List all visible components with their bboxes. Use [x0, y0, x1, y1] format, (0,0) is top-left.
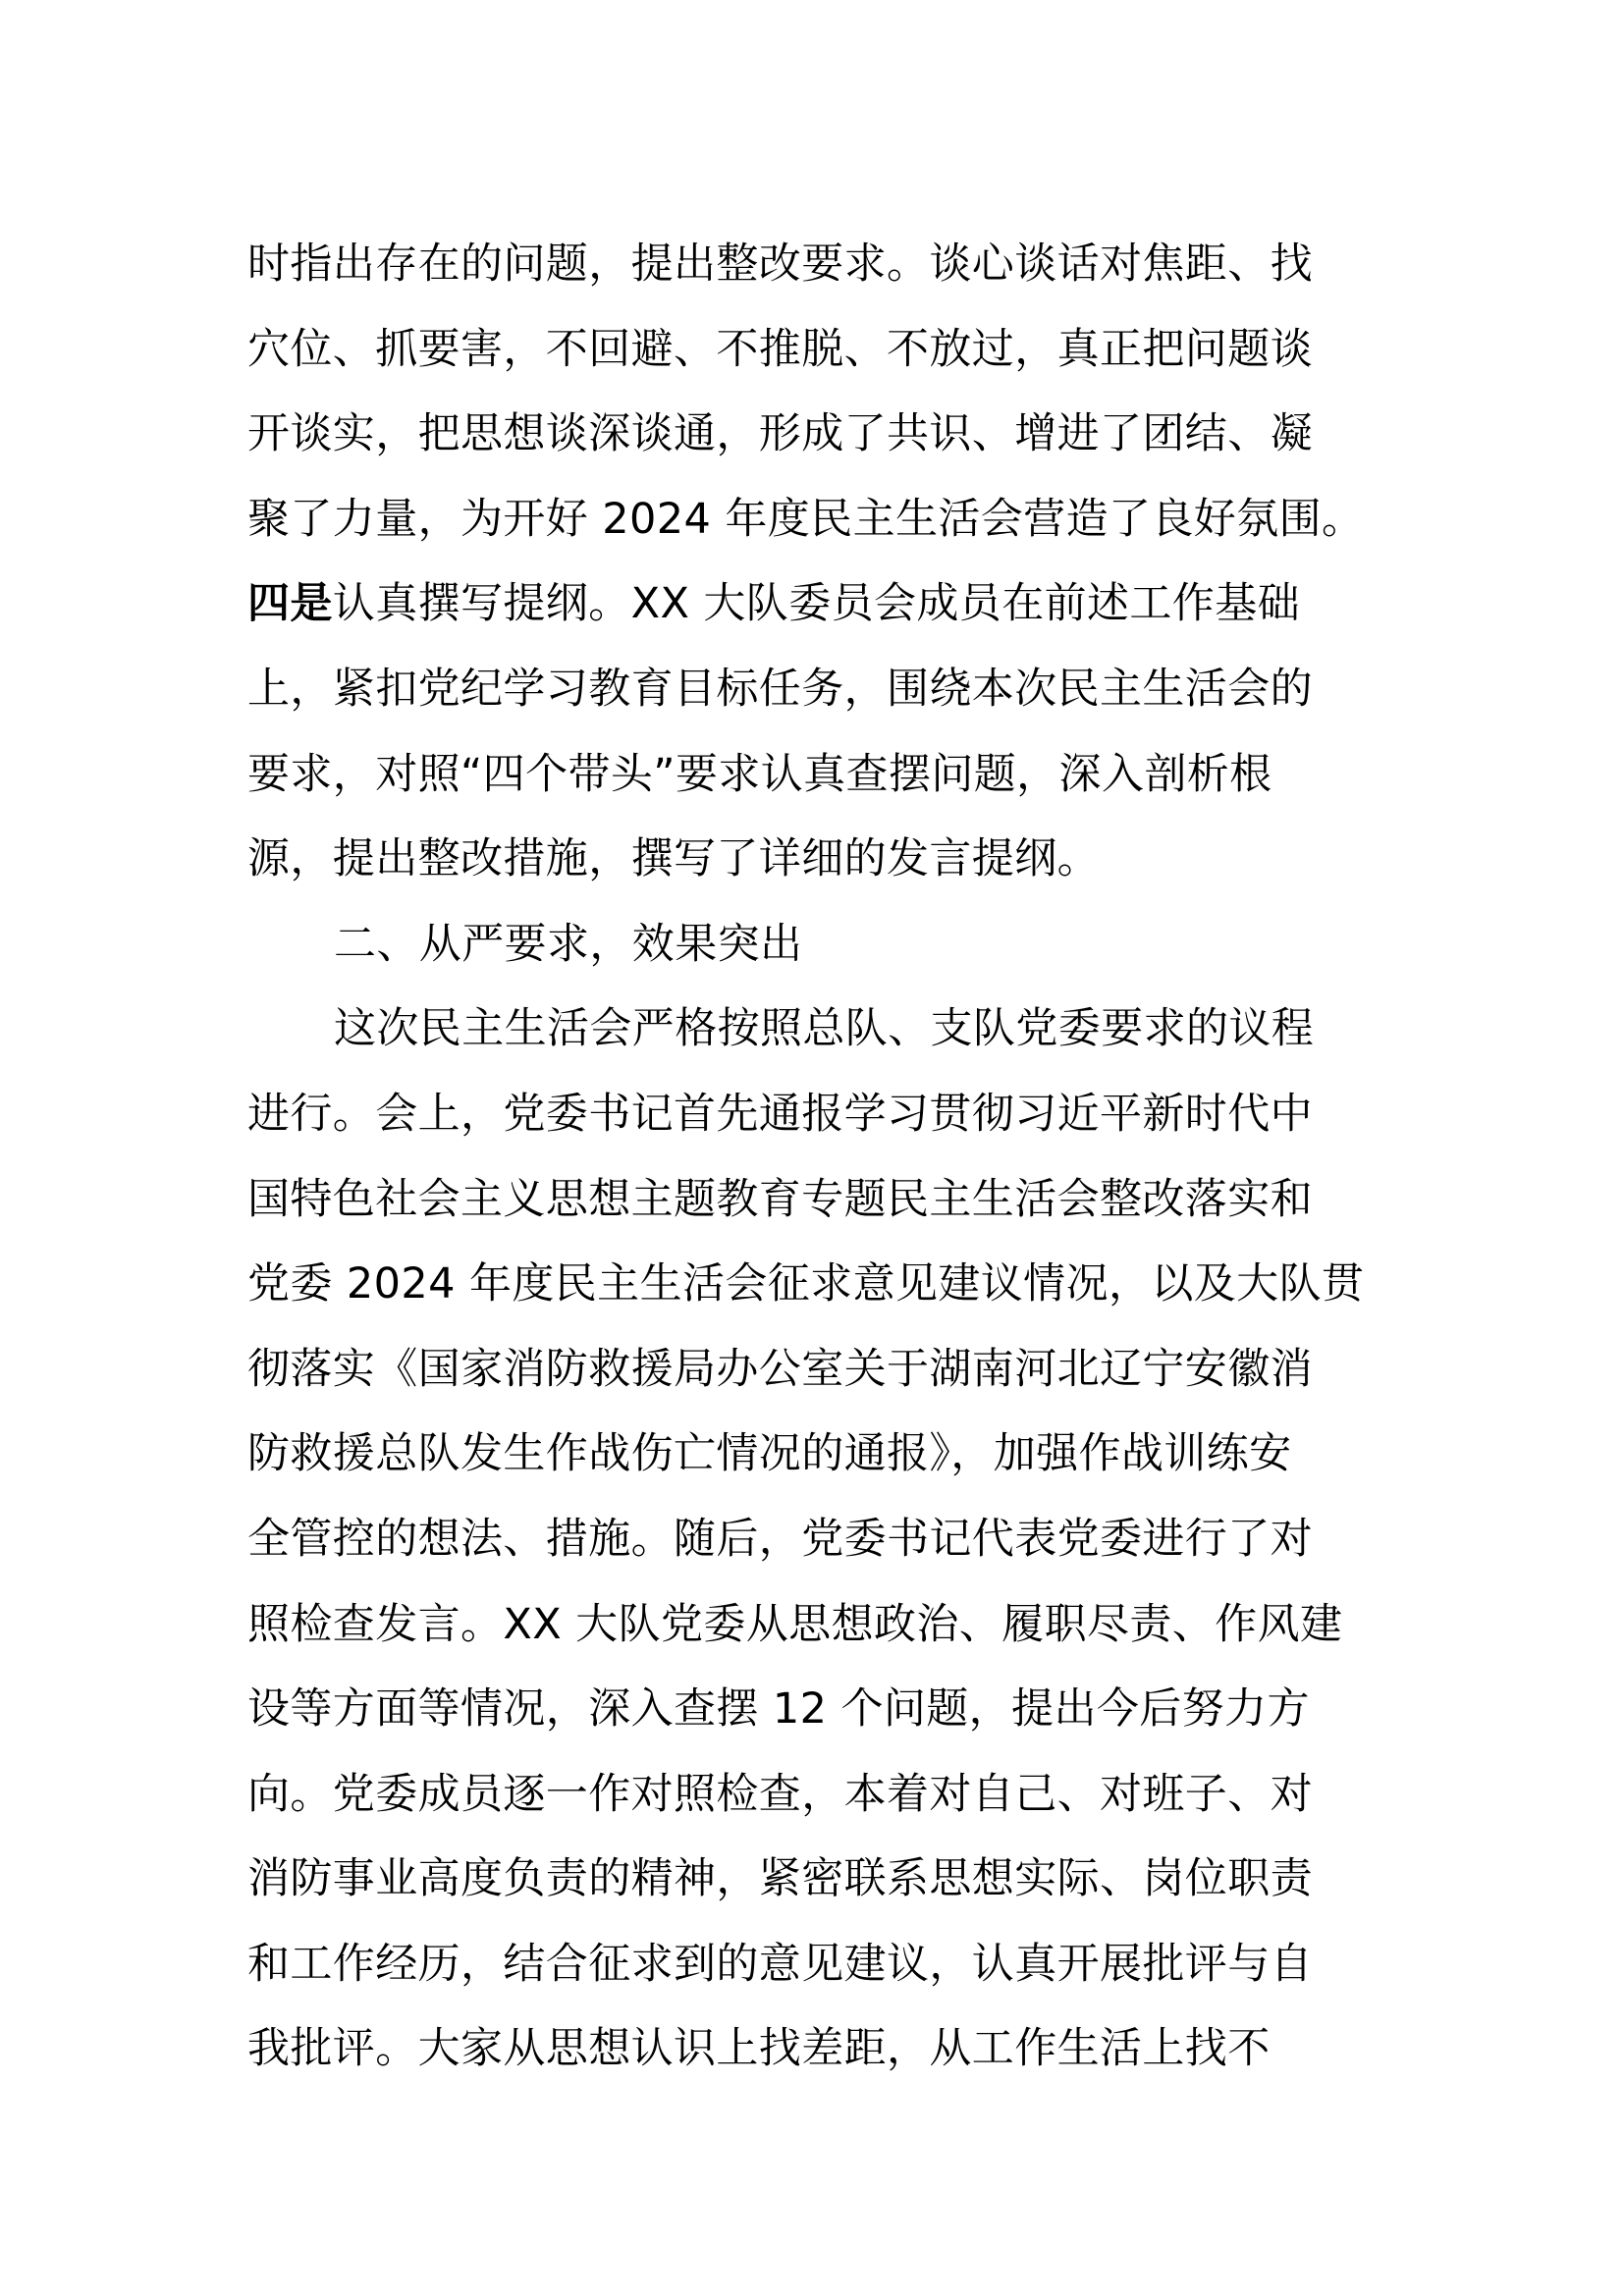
body-text	[247, 240, 1365, 2111]
text-line: 上，紧扣党纪学习教育目标任务，围绕本次民主生活会的	[247, 664, 1313, 714]
text-line: 向。党委成员逐一作对照检查，本着对自己、对班子、对	[247, 1769, 1313, 1819]
section-heading: 二、从严要求，效果突出	[334, 919, 803, 969]
text-line: 全管控的想法、措施。随后，党委书记代表党委进行了对	[247, 1514, 1313, 1564]
text-line: 时指出存在的问题，提出整改要求。谈心谈话对焦距、找	[247, 240, 1313, 289]
text-line: 源，提出整改措施，撰写了详细的发言提纲。	[247, 834, 1100, 884]
text-line: 彻落实《国家消防救援局办公室关于湖南河北辽宁安徽消	[247, 1344, 1313, 1394]
text-line: 进行。会上，党委书记首先通报学习贯彻习近平新时代中	[247, 1089, 1313, 1139]
text-line: 国特色社会主义思想主题教育专题民主生活会整改落实和	[247, 1174, 1313, 1224]
text-line-rest: 认真撰写提纲。XX 大队委员会成员在前述工作基础	[332, 579, 1300, 629]
text-line: 党委 2024 年度民主生活会征求意见建议情况，以及大队贯	[247, 1259, 1365, 1309]
paragraph-first-line: 这次民主生活会严格按照总队、支队党委要求的议程	[334, 1004, 1315, 1054]
text-line: 消防事业高度负责的精神，紧密联系思想实际、岗位职责	[247, 1854, 1313, 1904]
text-line: 防救援总队发生作战伤亡情况的通报》，加强作战训练安	[247, 1429, 1292, 1479]
text-line: 要求，对照“四个带头”要求认真查摆问题，深入剖析根	[247, 749, 1272, 799]
bold-lead-label: 四是	[247, 579, 333, 629]
text-line-item-four	[247, 581, 1347, 667]
text-line: 设等方面等情况，深入查摆 12 个问题，提出今后努力方	[247, 1684, 1310, 1735]
text-line: 穴位、抓要害，不回避、不推脱、不放过，真正把问题谈	[247, 324, 1313, 374]
text-line: 聚了力量，为开好 2024 年度民主生活会营造了良好氛围。	[247, 494, 1365, 544]
text-line: 我批评。大家从思想认识上找差距，从工作生活上找不	[247, 2024, 1271, 2074]
text-line: 照检查发言。XX 大队党委从思想政治、履职尽责、作风建	[247, 1599, 1343, 1649]
text-line: 和工作经历，结合征求到的意见建议，认真开展批评与自	[247, 1939, 1313, 1989]
text-line: 开谈实，把思想谈深谈通，形成了共识、增进了团结、凝	[247, 409, 1313, 459]
